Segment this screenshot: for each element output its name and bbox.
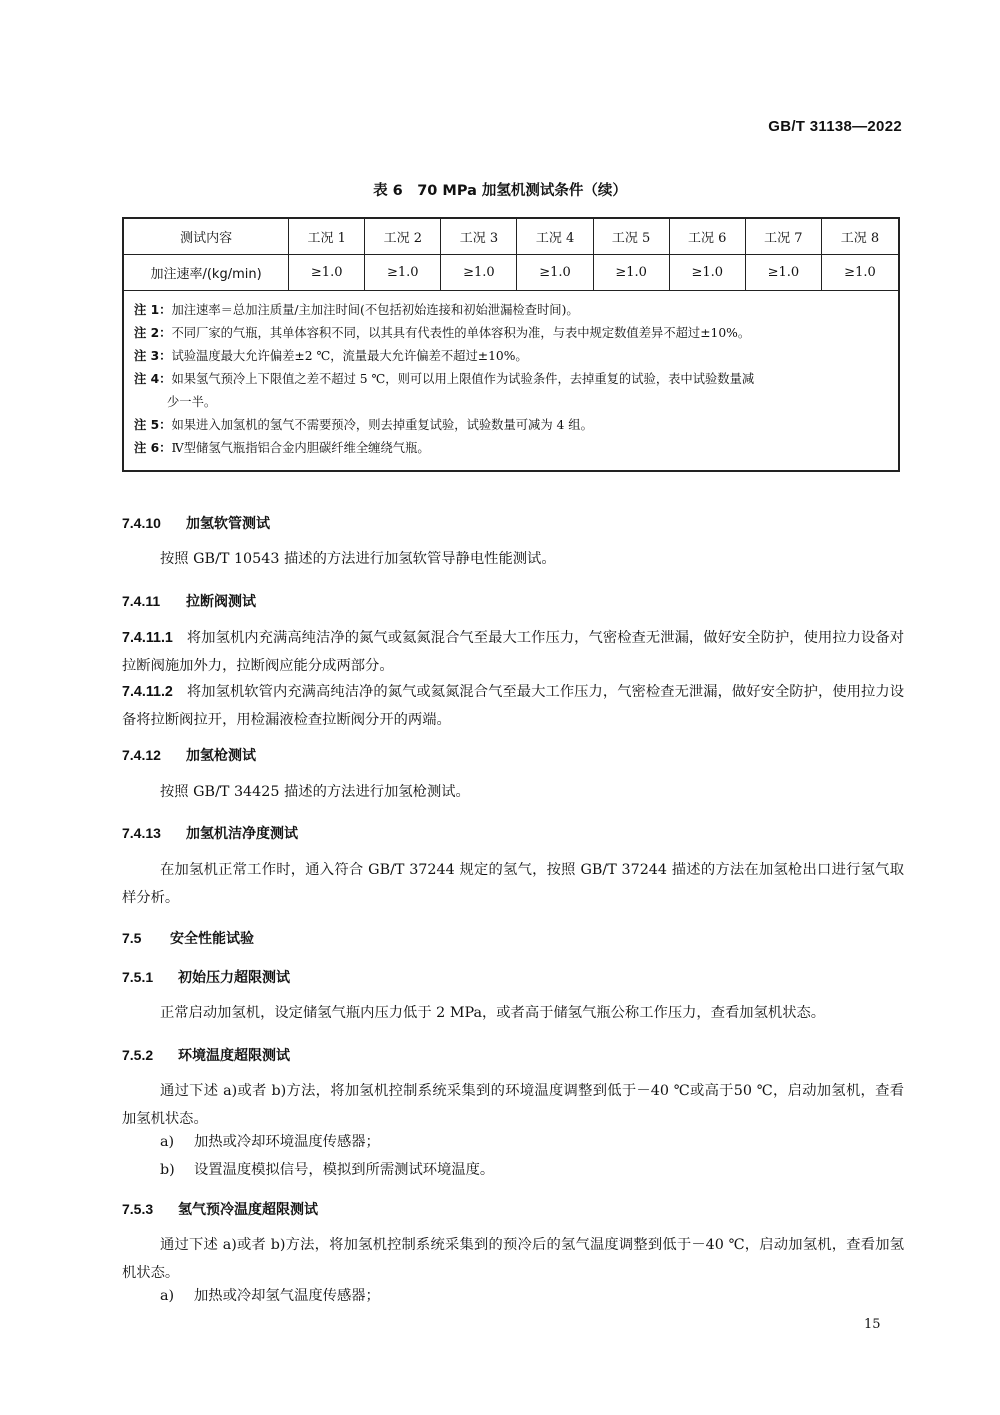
- table-note: [134, 299, 888, 322]
- section-number: 7.5.3: [122, 1201, 154, 1217]
- header-cell: 工况 4: [517, 219, 593, 254]
- section-number: 7.4.10: [122, 515, 161, 531]
- list-marker: a): [160, 1134, 175, 1150]
- list-marker: b): [160, 1162, 175, 1178]
- list-item: [160, 1285, 380, 1305]
- standard-code-header: GB/T 31138—2022: [768, 118, 902, 135]
- header-cell: 测试内容: [124, 219, 289, 254]
- table-cell: ≥1.0: [517, 255, 593, 290]
- test-conditions-table: [122, 217, 900, 472]
- section-number: 7.5.1: [122, 969, 154, 985]
- table-row: [124, 255, 898, 291]
- section-number: 7.5.2: [122, 1047, 154, 1063]
- section-title: 安全性能试验: [170, 931, 254, 947]
- paragraph: 通过下述 a)或者 b)方法，将加氢机控制系统采集到的环境温度调整到低于－40 ℃或高于50 ℃，启动加氢机，查看加氢机状态。: [122, 1083, 904, 1127]
- note-text: 不同厂家的气瓶，其单体容积不同，以其具有代表性的单体容积为准，与表中规定数值差异不超过±10%。: [171, 326, 751, 340]
- note-label: 注 3：: [134, 349, 172, 363]
- note-label: 注 4：: [134, 372, 172, 386]
- table-note: [134, 322, 888, 345]
- table-title: 表 6 70 MPa 加氢机测试条件（续）: [373, 183, 627, 199]
- paragraph: 正常启动加氢机，设定储氢气瓶内压力低于 2 MPa，或者高于储氢气瓶公称工作压力，查看加氢机状态。: [160, 1005, 826, 1021]
- table-note: [134, 345, 888, 368]
- note-text: 如果进入加氢机的氢气不需要预冷，则去掉重复试验，试验数量可减为 4 组。: [171, 418, 593, 432]
- section-title: 氢气预冷温度超限测试: [178, 1202, 318, 1218]
- header-cell: 工况 3: [441, 219, 517, 254]
- table-cell: ≥1.0: [670, 255, 746, 290]
- section-heading-7-5: [122, 928, 254, 948]
- clause-text: 将加氢机软管内充满高纯洁净的氮气或氦氮混合气至最大工作压力，气密检查无泄漏，做好安全防护，使用拉力设备将拉断阀拉开，用检漏液检查拉断阀分开的两端。: [122, 684, 904, 728]
- paragraph: 通过下述 a)或者 b)方法，将加氢机控制系统采集到的预冷后的氢气温度调整到低于－40 ℃，启动加氢机，查看加氢机状态。: [122, 1237, 904, 1281]
- paragraph: 在加氢机正常工作时，通入符合 GB/T 37244 规定的氢气，按照 GB/T 37244 描述的方法在加氢枪出口进行氢气取样分析。: [122, 862, 904, 906]
- section-title: 初始压力超限测试: [178, 970, 290, 986]
- paragraph: 按照 GB/T 10543 描述的方法进行加氢软管导静电性能测试。: [160, 551, 556, 567]
- header-cell: 工况 6: [670, 219, 746, 254]
- section-heading-7-4-12: [122, 745, 256, 765]
- table-notes: [124, 291, 898, 470]
- note-text: 试验温度最大允许偏差±2 ℃，流量最大允许偏差不超过±10%。: [171, 349, 528, 363]
- section-title: 加氢机洁净度测试: [186, 826, 298, 842]
- section-title: 加氢软管测试: [186, 516, 270, 532]
- table-note: [134, 414, 888, 437]
- section-heading-7-4-13: [122, 823, 298, 843]
- list-text: 加热或冷却环境温度传感器；: [194, 1134, 380, 1150]
- section-title: 加氢枪测试: [186, 748, 256, 764]
- section-heading-7-4-10: [122, 513, 270, 533]
- list-item: [160, 1131, 380, 1151]
- list-text: 加热或冷却氢气温度传感器；: [194, 1288, 380, 1304]
- note-label: 注 5：: [134, 418, 172, 432]
- section-number: 7.4.12: [122, 747, 161, 763]
- paragraph-7-4-11-2: [122, 678, 904, 734]
- header-cell: 工况 8: [840, 231, 880, 246]
- table-note: [134, 368, 888, 391]
- table-cell: 加注速率/(kg/min): [124, 255, 289, 290]
- section-heading-7-5-3: [122, 1199, 318, 1219]
- note-label: 注 1：: [134, 303, 172, 317]
- section-number: 7.5: [122, 930, 142, 946]
- table-cell: ≥1.0: [594, 255, 670, 290]
- section-heading-7-4-11: [122, 591, 256, 611]
- header-cell: 工况 7: [746, 219, 822, 254]
- section-title: 环境温度超限测试: [178, 1048, 290, 1064]
- table-note: [134, 437, 888, 460]
- table-cell: ≥1.0: [746, 255, 822, 290]
- page-number: 15: [864, 1317, 881, 1332]
- paragraph-7-4-11-1: [122, 624, 904, 680]
- header-cell: 工况 1: [289, 219, 365, 254]
- table-cell: ≥1.0: [365, 255, 441, 290]
- clause-number: 7.4.11.1: [122, 630, 173, 646]
- list-text: 设置温度模拟信号，模拟到所需测试环境温度。: [194, 1162, 495, 1178]
- paragraph: 按照 GB/T 34425 描述的方法进行加氢枪测试。: [160, 784, 470, 800]
- header-cell: 工况 2: [365, 219, 441, 254]
- section-number: 7.4.13: [122, 825, 161, 841]
- clause-number: 7.4.11.2: [122, 684, 173, 700]
- note-label: 注 2：: [134, 326, 172, 340]
- section-heading-7-5-1: [122, 967, 290, 987]
- note-continuation: 少一半。: [167, 395, 217, 409]
- section-number: 7.4.11: [122, 593, 161, 609]
- section-heading-7-5-2: [122, 1045, 290, 1065]
- list-item: [160, 1159, 494, 1179]
- note-text: Ⅳ型储氢气瓶指铝合金内胆碳纤维全缠绕气瓶。: [171, 441, 430, 455]
- table-header-row: [124, 219, 898, 255]
- clause-text: 将加氢机内充满高纯洁净的氮气或氦氮混合气至最大工作压力，气密检查无泄漏，做好安全防护，使用拉力设备对拉断阀施加外力，拉断阀应能分成两部分。: [122, 630, 904, 674]
- table-cell: ≥1.0: [441, 255, 517, 290]
- note-label: 注 6：: [134, 441, 172, 455]
- section-title: 拉断阀测试: [186, 594, 256, 610]
- list-marker: a): [160, 1288, 175, 1304]
- table-cell: ≥1.0: [289, 255, 365, 290]
- table-cell: ≥1.0: [844, 265, 876, 280]
- note-text: 如果氢气预冷上下限值之差不超过 5 ℃，则可以用上限值作为试验条件，去掉重复的试验，表中试验数量减: [171, 372, 755, 386]
- note-text: 加注速率＝总加注质量/主加注时间(不包括初始连接和初始泄漏检查时间)。: [171, 303, 579, 317]
- header-cell: 工况 5: [594, 219, 670, 254]
